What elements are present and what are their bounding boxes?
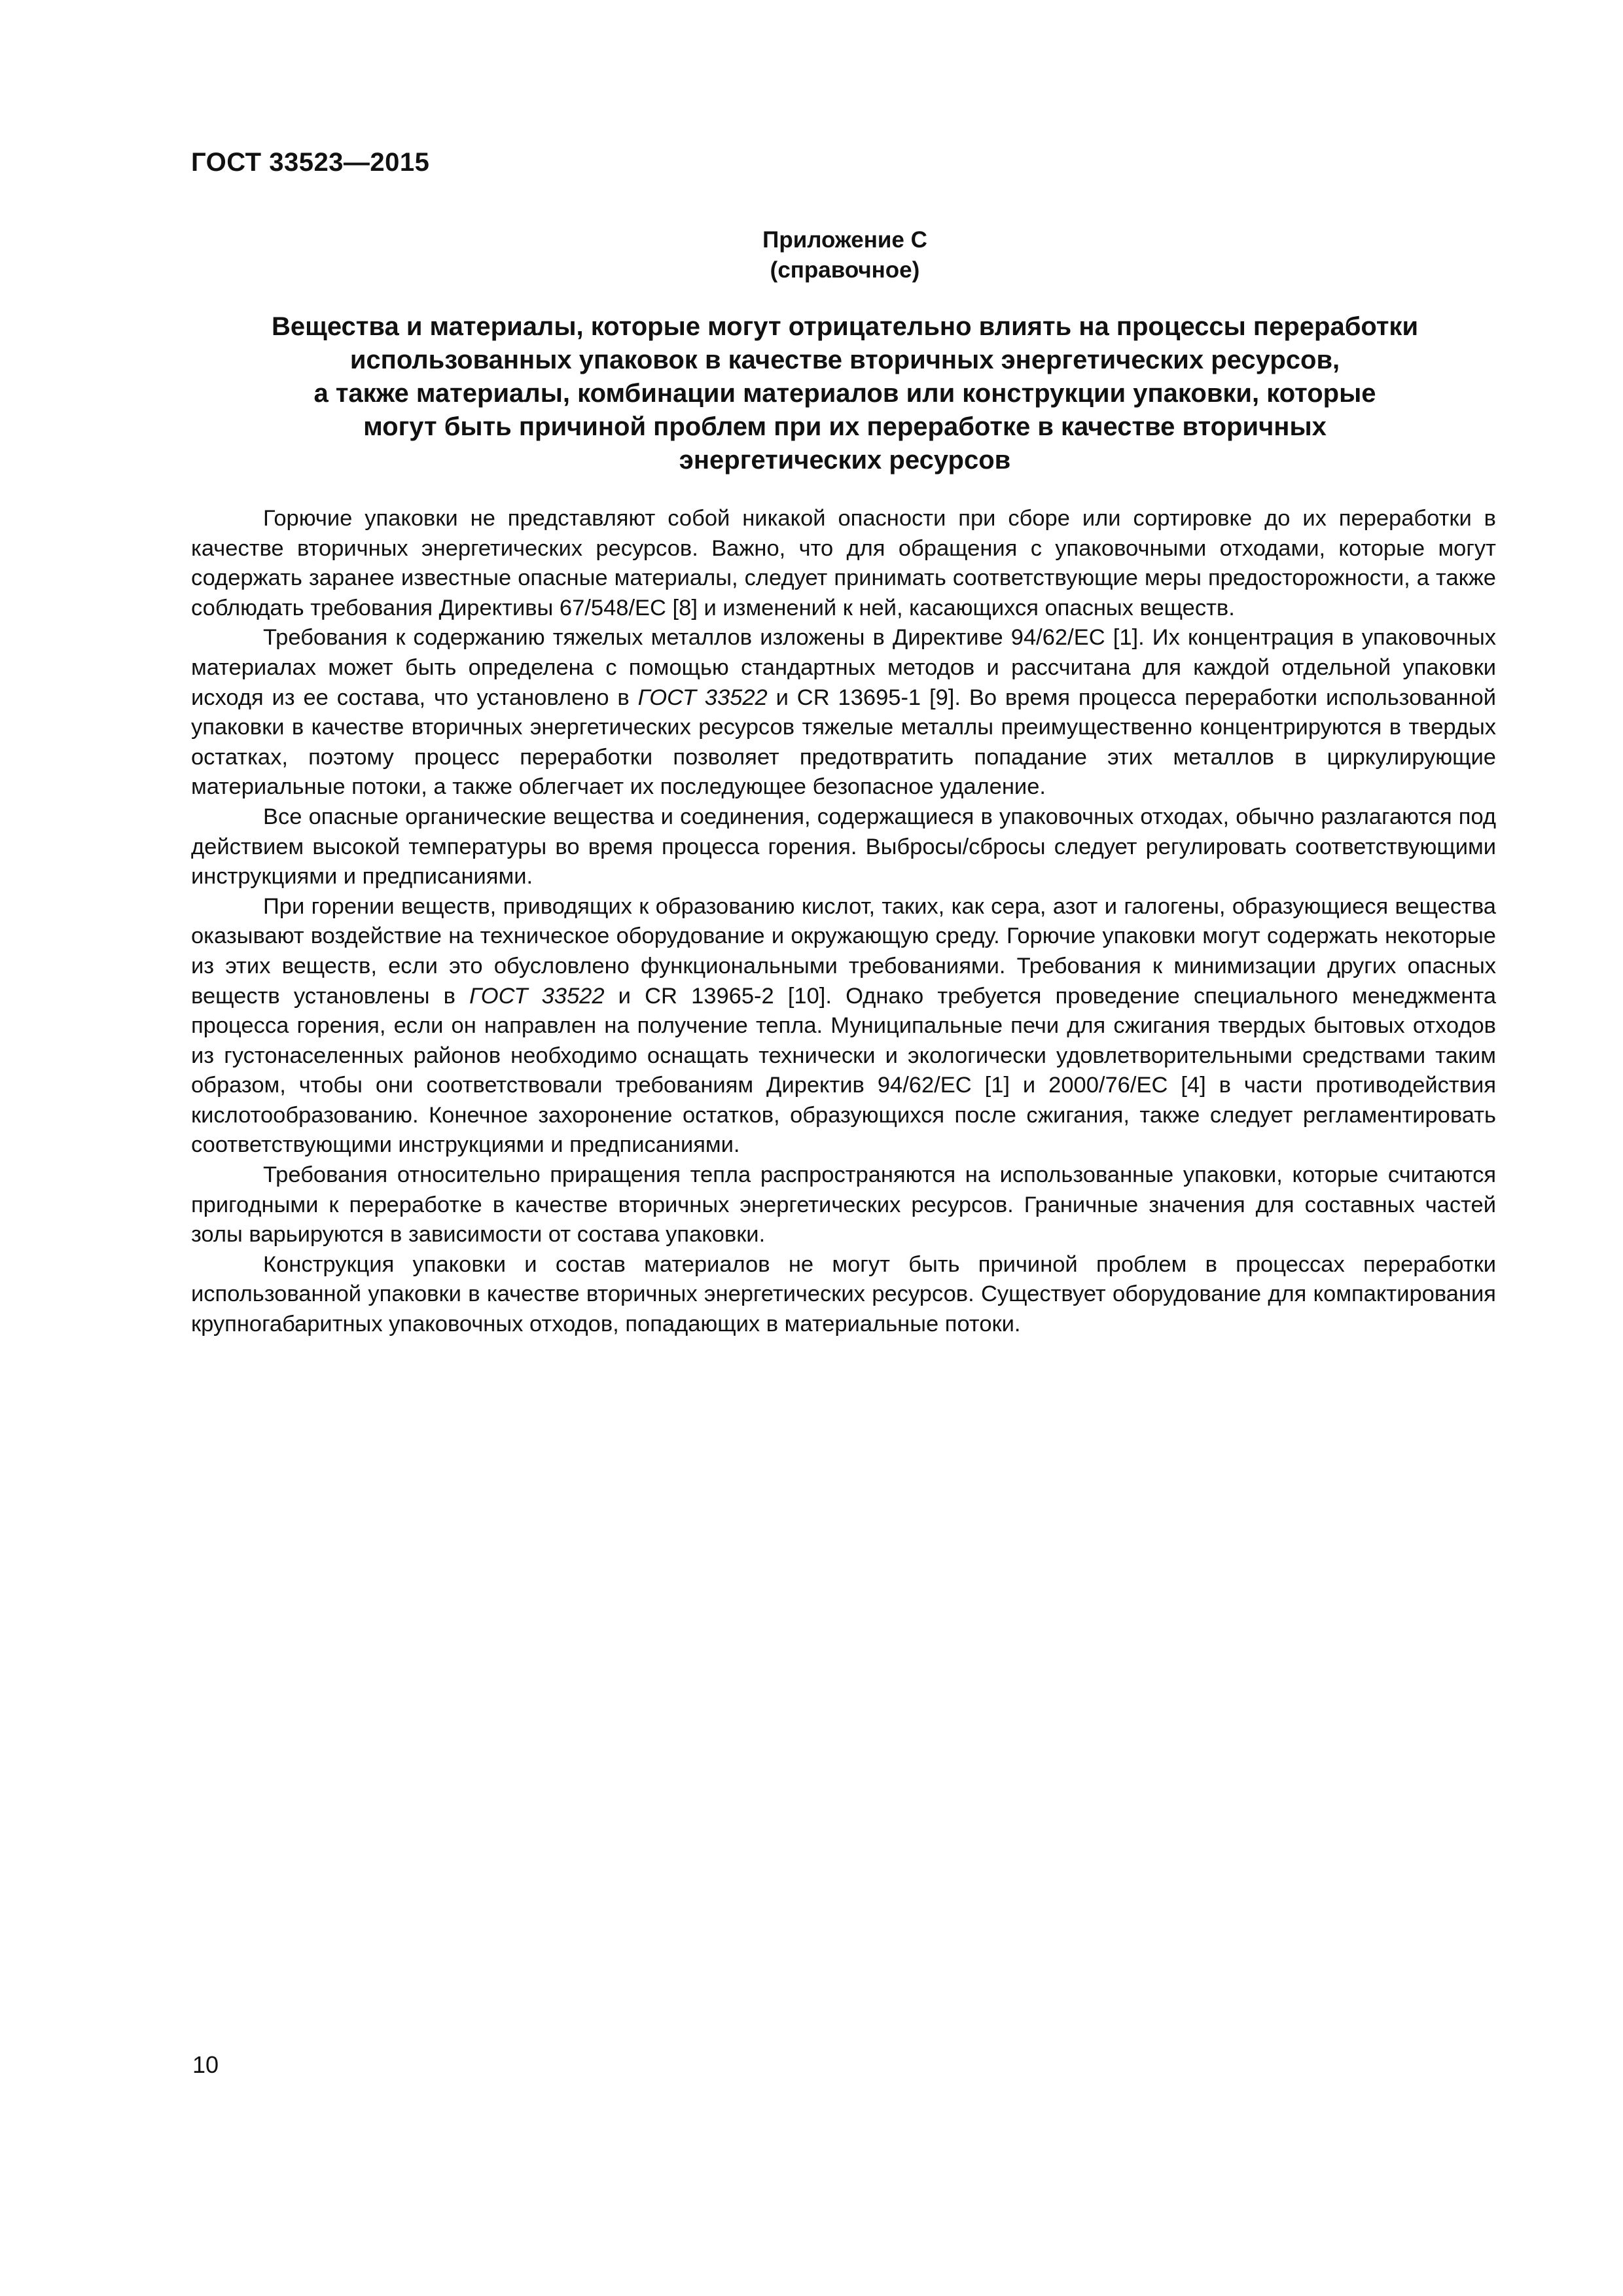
paragraph-text: Требования относительно приращения тепла распространяются на использованные упаковки, которые считаются пригодными к переработке в качестве вторичных энергетических ресурсов. Граничные значения для составных частей золы варьируются в зависимости от состава упаковки. <box>191 1162 1496 1247</box>
annex-title-line: а также материалы, комбинации материалов или конструкции упаковки, которые <box>313 379 1376 408</box>
paragraph-text: Конструкция упаковки и состав материалов не могут быть причиной проблем в процессах переработки использованной упаковки в качестве вторичных энергетических ресурсов. Существует оборудование для компактирования крупногабаритных упаковочных отходов, попадающих в материальные потоки. <box>191 1251 1496 1337</box>
paragraph-text: При горении веществ, приводящих к образованию кислот, таких, как сера, азот и галогены, образующиеся вещества оказывают воздействие на техническое оборудование и окружающую среду. Горючие упаковки могут содержать некоторые из этих веществ, если это обусловлено функциональными требованиями. Требования к минимизации других опасных веществ установлены в <box>191 893 1496 1009</box>
annex-status: (справочное) <box>770 257 920 283</box>
annex-label: Приложение С <box>762 227 927 253</box>
body-paragraph <box>191 1250 1496 1340</box>
standard-reference: ГОСТ 33522 <box>469 983 605 1009</box>
page-number: 10 <box>192 2051 219 2078</box>
annex-title-line: Вещества и материалы, которые могут отрицательно влиять на процессы переработки <box>271 312 1419 341</box>
body-paragraph <box>191 802 1496 892</box>
body-paragraph <box>191 623 1496 802</box>
annex-body <box>191 504 1496 1340</box>
annex-title <box>191 310 1499 477</box>
paragraph-text: и CR 13695-1 [9]. Во время процесса переработки использованной упаковки в качестве вторичных энергетических ресурсов тяжелые металлы преимущественно концентрируются в твердых остатках, поэтому процесс переработки позволяет предотвратить попадание этих металлов в циркулирующие материальные потоки, а также облегчает их последующее безопасное удаление. <box>191 685 1496 800</box>
paragraph-text: и CR 13965-2 [10]. Однако требуется проведение специального менеджмента процесса горения, если он направлен на получение тепла. Муниципальные печи для сжигания твердых бытовых отходов из густонаселенных районов необходимо оснащать технически и экологически удовлетворительными средствами таким образом, чтобы они соответствовали требованиям Директив 94/62/ЕС [1] и 2000/76/ЕС [4] в части противодействия кислотообразованию. Конечное захоронение остатков, образующихся после сжигания, также следует регламентировать соответствующими инструкциями и предписаниями. <box>191 983 1497 1158</box>
annex-title-line: могут быть причиной проблем при их переработке в качестве вторичных <box>363 412 1327 441</box>
standard-reference: ГОСТ 33522 <box>637 685 768 710</box>
body-paragraph <box>191 1160 1496 1250</box>
body-paragraph <box>191 504 1496 623</box>
paragraph-text: Требования к содержанию тяжелых металлов изложены в Директиве 94/62/ЕС [1]. Их концентрация в упаковочных материалах может быть определена с помощью стандартных методов и рассчитана для каждой отдельной упаковки исходя из ее состава, что установлено в <box>191 625 1496 710</box>
annex-title-line: энергетических ресурсов <box>679 446 1011 475</box>
standard-header: ГОСТ 33523—2015 <box>191 148 430 177</box>
paragraph-text: Горючие упаковки не представляют собой никакой опасности при сборе или сортировке до их переработки в качестве вторичных энергетических ресурсов. Важно, что для обращения с упаковочными отходами, которые могут содержать заранее известные опасные материалы, следует принимать соответствующие меры предосторожности, а также соблюдать требования Директивы 67/548/ЕС [8] и изменений к ней, касающихся опасных веществ. <box>191 506 1496 620</box>
annex-label-block <box>191 225 1499 285</box>
paragraph-text: Все опасные органические вещества и соединения, содержащиеся в упаковочных отходах, обычно разлагаются под действием высокой температуры во время процесса горения. Выбросы/сбросы следует регулировать соответствующими инструкциями и предписаниями. <box>191 804 1496 889</box>
annex-title-line: использованных упаковок в качестве вторичных энергетических ресурсов, <box>349 346 1340 374</box>
body-paragraph <box>191 892 1496 1160</box>
